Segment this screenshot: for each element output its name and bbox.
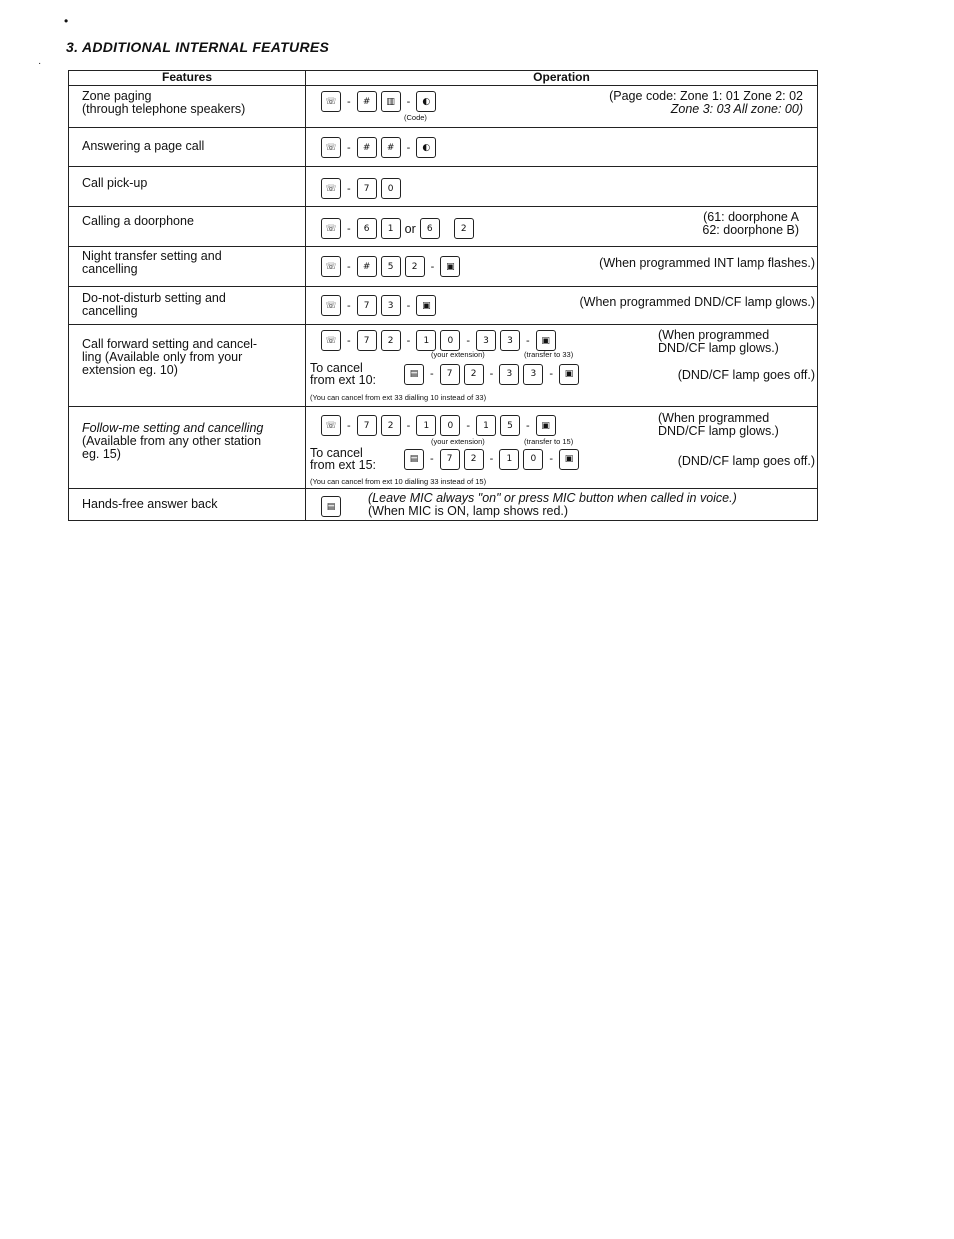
table-row: [69, 489, 818, 521]
separator: -: [526, 419, 530, 432]
separator: -: [406, 95, 411, 108]
follow-set-note: DND/CF lamp glows.): [658, 424, 779, 438]
forward-set-note: (When programmed: [658, 328, 770, 342]
feature-cell: [69, 407, 306, 489]
page-code-note: Zone 3: 03 All zone: 00): [670, 102, 803, 116]
separator: -: [549, 453, 554, 465]
separator: -: [466, 334, 471, 347]
handset-key-icon: ☏: [321, 137, 341, 158]
separator: -: [406, 299, 411, 312]
your-extension-label: (your extension): [431, 350, 485, 359]
follow-off-note: (DND/CF lamp goes off.): [677, 454, 815, 468]
separator: -: [430, 453, 434, 465]
separator: -: [406, 334, 411, 347]
table-row: [69, 207, 818, 247]
dnd-note: (When programmed DND/CF lamp glows.): [579, 295, 815, 309]
bullet-mark: •: [64, 14, 69, 28]
feature-cell: [69, 489, 306, 521]
digit-3-key-icon: 3: [523, 364, 543, 385]
digit-0-key-icon: 0: [440, 330, 460, 351]
feature-label: Hands-free answer back: [82, 497, 218, 511]
feature-label: Zone paging: [82, 89, 152, 103]
feature-label: extension eg. 10): [82, 363, 178, 377]
night-key-icon: ▣: [440, 256, 460, 277]
feature-label: Calling a doorphone: [82, 214, 194, 228]
forward-footnote: (You can cancel from ext 33 dialling 10 instead of 33): [310, 393, 487, 402]
handset-hangup-key-icon: ◐: [416, 137, 436, 158]
table-row: [69, 128, 818, 167]
feature-label: cancelling: [82, 304, 138, 318]
feature-label: (Available from any other station: [82, 434, 262, 448]
dnd-cf-key-icon: ▣: [536, 330, 556, 351]
hash-key-icon: #: [357, 137, 377, 158]
digit-0-key-icon: 0: [440, 415, 460, 436]
feature-label: Follow-me setting and cancelling: [82, 421, 264, 435]
separator: -: [406, 419, 411, 432]
digit-0-key-icon: 0: [523, 449, 543, 470]
digit-1-key-icon: 1: [499, 449, 519, 470]
handset-key-icon: ☏: [321, 415, 341, 436]
separator: -: [466, 419, 471, 432]
digit-3-key-icon: 3: [499, 364, 519, 385]
table-row: [69, 86, 818, 128]
transfer-to-label: (transfer to 33): [524, 350, 574, 359]
operation-cell: [306, 247, 818, 287]
digit-1-key-icon: 1: [416, 330, 436, 351]
handset-key-icon: ☏: [321, 330, 341, 351]
table-row: [69, 167, 818, 207]
digit-7-key-icon: 7: [357, 295, 377, 316]
handset-key-icon: ☏: [321, 256, 341, 277]
feature-cell: [69, 325, 306, 407]
page-code-note: (Page code: Zone 1: 01 Zone 2: 02: [609, 89, 803, 103]
cancel-label: To cancel: [310, 446, 363, 460]
separator: -: [347, 141, 351, 154]
mic-key-icon: ▤: [321, 496, 341, 517]
speaker-key-icon: ▤: [404, 364, 424, 385]
operation-cell: [306, 489, 818, 521]
table-row: [69, 325, 818, 407]
feature-cell: [69, 128, 306, 167]
operation-header: Operation: [306, 71, 818, 86]
follow-set-note: (When programmed: [658, 411, 770, 425]
separator: -: [347, 299, 351, 312]
feature-label: Do-not-disturb setting and: [82, 291, 226, 305]
features-table: [68, 70, 818, 521]
feature-label: Call forward setting and cancel-: [82, 337, 258, 351]
digit-7-key-icon: 7: [440, 449, 460, 470]
separator: -: [430, 368, 434, 380]
hash-key-icon: #: [357, 256, 377, 277]
feature-cell: [69, 207, 306, 247]
follow-footnote: (You can cancel from ext 10 dialling 33 instead of 15): [310, 477, 487, 486]
digit-7-key-icon: 7: [357, 330, 377, 351]
table-row: [69, 287, 818, 325]
operation-cell: [306, 86, 818, 128]
separator: -: [549, 368, 554, 380]
night-note: (When programmed INT lamp flashes.): [599, 256, 815, 270]
feature-label: eg. 15): [82, 447, 121, 461]
cancel-label: To cancel: [310, 361, 363, 375]
separator: -: [347, 95, 351, 108]
feature-cell: [69, 247, 306, 287]
your-extension-label: (your extension): [431, 437, 485, 446]
table-row: [69, 407, 818, 489]
digit-1-key-icon: 1: [416, 415, 436, 436]
feature-label: (through telephone speakers): [82, 102, 246, 116]
operation-cell: [306, 287, 818, 325]
handsfree-note: (When MIC is ON, lamp shows red.): [368, 504, 569, 518]
hash-key-icon: #: [381, 137, 401, 158]
digit-2-key-icon: 2: [454, 218, 474, 239]
cancel-label: from ext 15:: [310, 458, 376, 472]
feature-cell: [69, 167, 306, 207]
or-label: or: [404, 221, 416, 236]
digit-3-key-icon: 3: [500, 330, 520, 351]
handset-key-icon: ☏: [321, 91, 341, 112]
feature-label: cancelling: [82, 262, 138, 276]
separator: -: [430, 260, 435, 273]
separator: -: [406, 141, 411, 154]
code-key-icon: ▥: [381, 91, 401, 112]
transfer-to-label: (transfer to 15): [524, 437, 574, 446]
cancel-label: from ext 10:: [310, 373, 376, 387]
digit-6-key-icon: 6: [420, 218, 440, 239]
handset-key-icon: ☏: [321, 218, 341, 239]
code-label: (Code): [404, 113, 427, 122]
separator: -: [347, 260, 351, 273]
dnd-key-icon: ▣: [416, 295, 436, 316]
hash-key-icon: #: [357, 91, 377, 112]
separator: -: [489, 453, 494, 465]
feature-label: Call pick-up: [82, 176, 148, 190]
operation-cell: [306, 325, 818, 407]
digit-6-key-icon: 6: [357, 218, 377, 239]
digit-1-key-icon: 1: [381, 218, 401, 239]
separator: -: [347, 419, 351, 432]
operation-cell: [306, 207, 818, 247]
table-header-row: [69, 71, 818, 86]
feature-cell: [69, 86, 306, 128]
dnd-cf-key-icon: ▣: [559, 449, 579, 470]
handset-key-icon: ☏: [321, 295, 341, 316]
dnd-cf-key-icon: ▣: [559, 364, 579, 385]
dnd-cf-key-icon: ▣: [536, 415, 556, 436]
separator: -: [347, 222, 351, 235]
operation-cell: [306, 128, 818, 167]
separator: -: [489, 368, 494, 380]
digit-1-key-icon: 1: [476, 415, 496, 436]
digit-2-key-icon: 2: [381, 415, 401, 436]
digit-7-key-icon: 7: [357, 415, 377, 436]
separator: -: [347, 334, 351, 347]
separator: -: [347, 182, 351, 195]
operation-cell: [306, 407, 818, 489]
table-row: [69, 247, 818, 287]
doorphone-note: 62: doorphone B): [702, 223, 799, 237]
stray-mark: ·: [38, 58, 42, 69]
digit-2-key-icon: 2: [464, 449, 484, 470]
doorphone-note: (61: doorphone A: [703, 210, 799, 224]
features-header: Features: [69, 71, 306, 86]
digit-7-key-icon: 7: [440, 364, 460, 385]
section-title: 3. ADDITIONAL INTERNAL FEATURES: [66, 39, 330, 55]
digit-5-key-icon: 5: [381, 256, 401, 277]
separator: -: [526, 334, 530, 347]
forward-off-note: (DND/CF lamp goes off.): [677, 368, 815, 382]
digit-0-key-icon: 0: [381, 178, 401, 199]
feature-label: ling (Available only from your: [82, 350, 243, 364]
speaker-key-icon: ▤: [404, 449, 424, 470]
digit-5-key-icon: 5: [500, 415, 520, 436]
digit-3-key-icon: 3: [476, 330, 496, 351]
operation-cell: [306, 167, 818, 207]
feature-cell: [69, 287, 306, 325]
forward-set-note: DND/CF lamp glows.): [658, 341, 779, 355]
digit-2-key-icon: 2: [405, 256, 425, 277]
digit-3-key-icon: 3: [381, 295, 401, 316]
feature-label: Night transfer setting and: [82, 249, 222, 263]
handset-hangup-key-icon: ◐: [416, 91, 436, 112]
digit-7-key-icon: 7: [357, 178, 377, 199]
handsfree-note: (Leave MIC always "on" or press MIC button when called in voice.): [368, 491, 737, 505]
digit-2-key-icon: 2: [381, 330, 401, 351]
handset-key-icon: ☏: [321, 178, 341, 199]
digit-2-key-icon: 2: [464, 364, 484, 385]
feature-label: Answering a page call: [82, 139, 205, 153]
